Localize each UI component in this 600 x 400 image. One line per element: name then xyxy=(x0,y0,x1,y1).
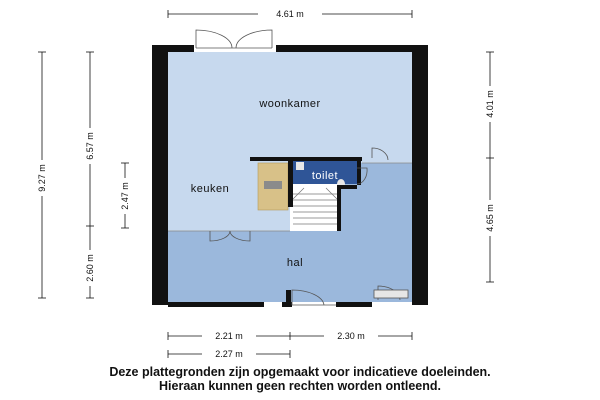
disclaimer-line-1: Deze plattegronden zijn opgemaakt voor indicatieve doeleinden. xyxy=(109,365,491,379)
dim-left-lower: 2.60 m xyxy=(85,254,95,282)
dim-right-lower: 4.65 m xyxy=(485,204,495,232)
keuken-label: keuken xyxy=(190,183,230,195)
dim-inner-left: 2.47 m xyxy=(120,182,130,210)
dim-right-upper: 4.01 m xyxy=(485,90,495,118)
kitchen-sink xyxy=(264,181,282,189)
hal-label: hal xyxy=(286,257,304,269)
dim-top-label: 4.61 m xyxy=(276,9,304,19)
dim-bottom xyxy=(168,330,412,360)
toilet-label: toilet xyxy=(311,170,339,182)
dim-top xyxy=(168,8,412,20)
dim-bottom-right: 2.30 m xyxy=(337,331,365,341)
dim-bottom-left: 2.21 m xyxy=(215,331,243,341)
dim-bottom-total: 2.27 m xyxy=(215,349,243,359)
dim-left xyxy=(36,52,131,298)
dim-left-total: 9.27 m xyxy=(37,164,47,192)
dim-right xyxy=(484,52,496,282)
toilet-sink xyxy=(296,162,304,170)
woonkamer-label: woonkamer xyxy=(259,98,321,110)
dim-left-upper: 6.57 m xyxy=(85,132,95,160)
disclaimer-line-2: Hieraan kunnen geen rechten worden ontleend. xyxy=(159,379,441,393)
